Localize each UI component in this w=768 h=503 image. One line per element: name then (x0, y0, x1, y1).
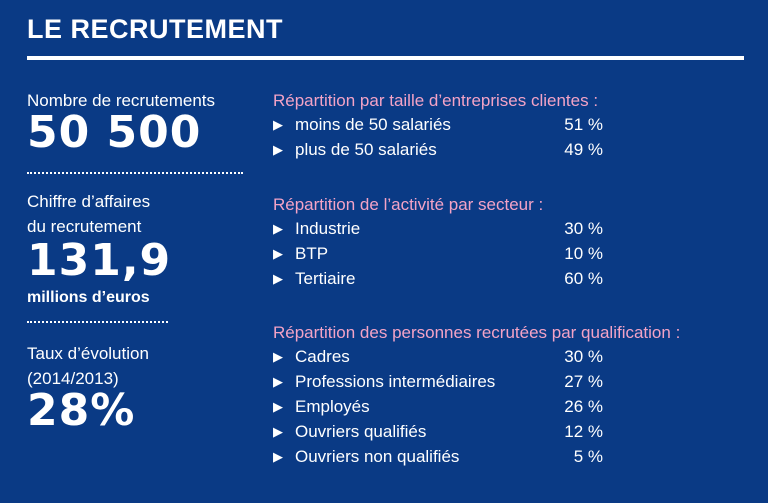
list-item (273, 419, 680, 444)
dotted-divider-1 (27, 172, 243, 174)
item-value: 26 % (564, 397, 603, 416)
list-item (273, 369, 680, 394)
item-label: Employés (295, 397, 370, 416)
hires-label: Nombre de recrutements (27, 91, 216, 110)
revenue-unit: millions d’euros (27, 289, 150, 306)
list-item (273, 216, 603, 241)
item-label: BTP (295, 244, 329, 263)
list-item (273, 344, 680, 369)
item-label: Ouvriers qualifiés (295, 422, 427, 441)
triangle-right-icon: ▶ (273, 424, 283, 439)
section-title: Répartition par taille d’entreprises clientes : (273, 91, 599, 110)
triangle-right-icon: ▶ (273, 117, 283, 132)
list-item (273, 266, 603, 291)
revenue-label-line2: du recrutement (27, 217, 142, 236)
item-value: 10 % (564, 244, 603, 263)
item-label: Professions intermédiaires (295, 372, 496, 391)
item-label: Tertiaire (295, 269, 356, 288)
item-label: Cadres (295, 347, 350, 366)
list-item (273, 137, 603, 162)
revenue-label-line1: Chiffre d’affaires (27, 192, 151, 211)
section-title: Répartition de l’activité par secteur : (273, 195, 544, 214)
item-label: moins de 50 salariés (295, 115, 451, 134)
triangle-right-icon: ▶ (273, 449, 283, 464)
item-label: Ouvriers non qualifiés (295, 447, 460, 466)
revenue-value: 131,9 (27, 235, 172, 286)
triangle-right-icon: ▶ (273, 374, 283, 389)
item-value: 51 % (564, 115, 603, 134)
item-label: plus de 50 salariés (295, 140, 437, 159)
triangle-right-icon: ▶ (273, 349, 283, 364)
hires-value: 50 500 (27, 107, 202, 158)
triangle-right-icon: ▶ (273, 271, 283, 286)
triangle-right-icon: ▶ (273, 221, 283, 236)
item-value: 30 % (564, 347, 603, 366)
item-value: 12 % (564, 422, 603, 441)
section-sector (273, 194, 603, 291)
section-client-size (273, 90, 603, 162)
growth-value: 28% (27, 385, 136, 436)
item-value: 27 % (564, 372, 603, 391)
item-value: 30 % (564, 219, 603, 238)
triangle-right-icon: ▶ (273, 399, 283, 414)
triangle-right-icon: ▶ (273, 246, 283, 261)
list-item (273, 241, 603, 266)
title-divider (27, 56, 744, 60)
item-value: 5 % (573, 447, 603, 466)
item-value: 49 % (564, 140, 603, 159)
item-label: Industrie (295, 219, 361, 238)
page-title: LE RECRUTEMENT (27, 14, 283, 44)
section-title: Répartition des personnes recrutées par qualification : (273, 323, 681, 342)
list-item (273, 394, 680, 419)
growth-label-line2: (2014/2013) (27, 369, 119, 388)
item-value: 60 % (564, 269, 603, 288)
section-qualification (273, 322, 680, 469)
dotted-divider-2 (27, 321, 168, 323)
triangle-right-icon: ▶ (273, 142, 283, 157)
list-item (273, 112, 603, 137)
growth-label-line1: Taux d’évolution (27, 344, 149, 363)
list-item (273, 444, 680, 469)
